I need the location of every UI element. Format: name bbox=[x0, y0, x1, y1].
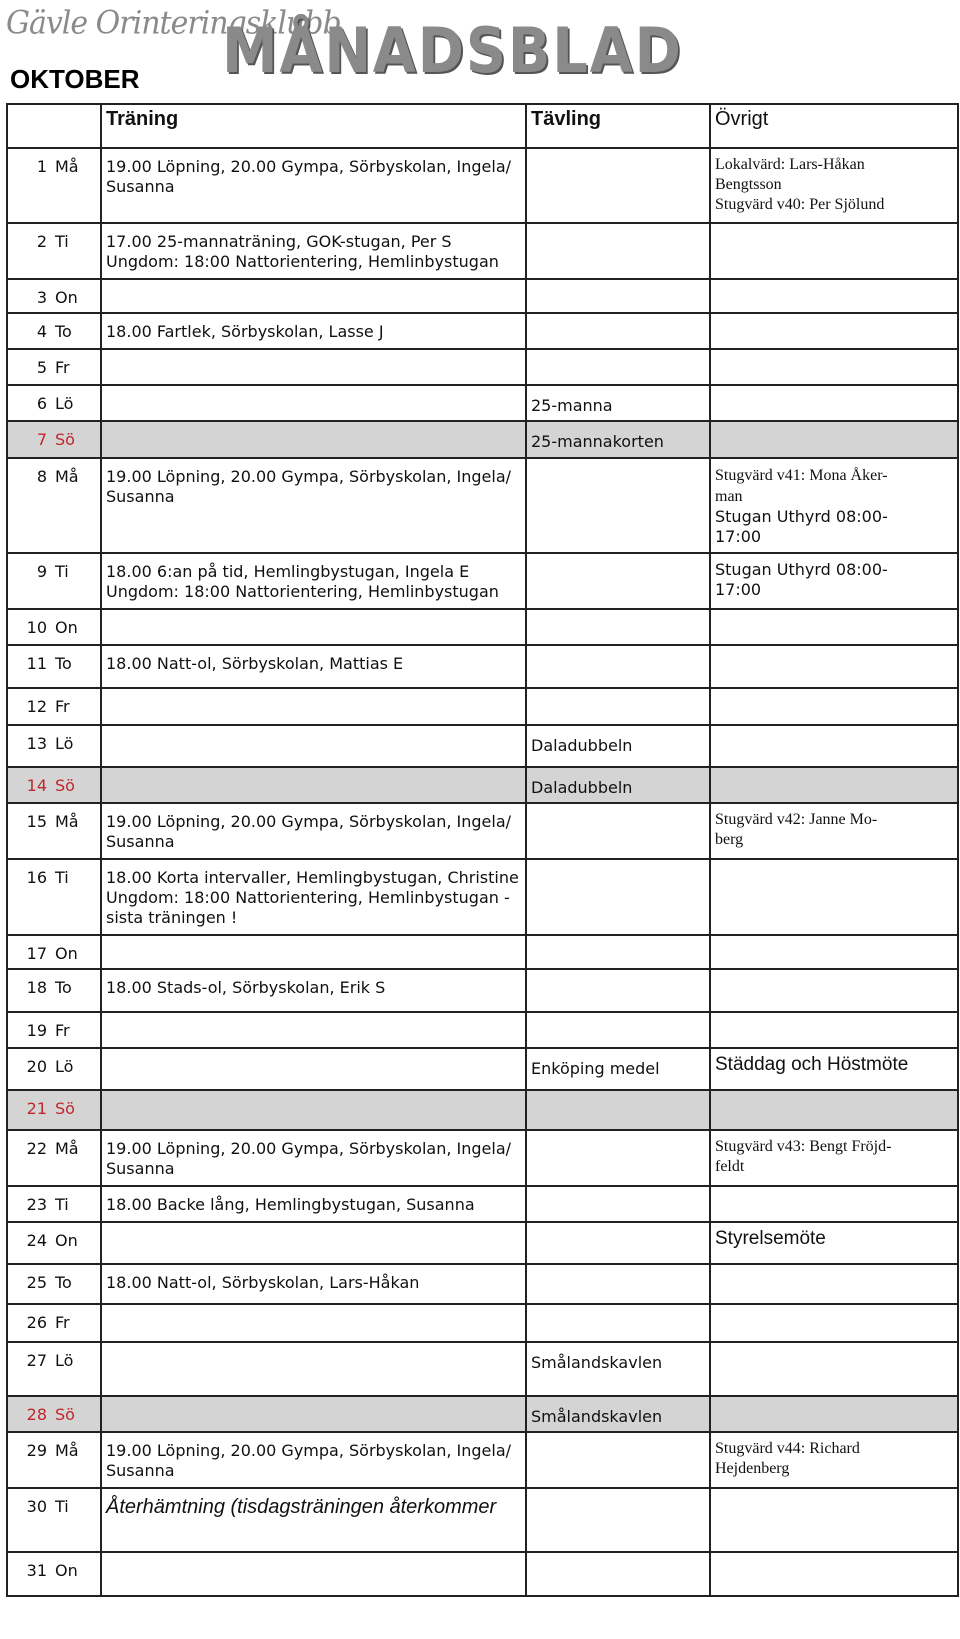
calendar-header-row bbox=[7, 104, 958, 148]
other-cell bbox=[710, 935, 958, 969]
weekday: On bbox=[49, 609, 101, 645]
calendar-row bbox=[7, 1130, 958, 1186]
competition-cell bbox=[526, 349, 710, 385]
weekday: To bbox=[49, 313, 101, 349]
other-cell bbox=[710, 1090, 958, 1130]
calendar-row bbox=[7, 1396, 958, 1432]
day-number: 3 bbox=[7, 279, 49, 313]
calendar-row bbox=[7, 279, 958, 313]
competition-cell: Daladubbeln bbox=[526, 767, 710, 803]
day-number: 7 bbox=[7, 421, 49, 458]
competition-cell bbox=[526, 1488, 710, 1552]
training-cell: 19.00 Löpning, 20.00 Gympa, Sörbyskolan, Ingela/ Susanna bbox=[101, 1432, 526, 1488]
day-number: 23 bbox=[7, 1186, 49, 1222]
other-cell bbox=[710, 313, 958, 349]
other-cell: Stugvärd v42: Janne Mo- berg bbox=[710, 803, 958, 859]
competition-cell bbox=[526, 1432, 710, 1488]
other-cell bbox=[710, 1012, 958, 1048]
day-number: 26 bbox=[7, 1304, 49, 1342]
other-cell: Stugan Uthyrd 08:00- 17:00 bbox=[710, 553, 958, 609]
training-cell bbox=[101, 935, 526, 969]
calendar-row bbox=[7, 935, 958, 969]
competition-cell bbox=[526, 1222, 710, 1264]
day-number: 20 bbox=[7, 1048, 49, 1090]
weekday: Må bbox=[49, 148, 101, 223]
training-cell bbox=[101, 1012, 526, 1048]
day-number: 17 bbox=[7, 935, 49, 969]
competition-cell: 25-mannakorten bbox=[526, 421, 710, 458]
training-cell bbox=[101, 1396, 526, 1432]
training-cell bbox=[101, 421, 526, 458]
day-number: 4 bbox=[7, 313, 49, 349]
calendar-row bbox=[7, 645, 958, 688]
other-cell bbox=[710, 688, 958, 725]
competition-cell bbox=[526, 458, 710, 553]
day-number: 30 bbox=[7, 1488, 49, 1552]
weekday: Fr bbox=[49, 1304, 101, 1342]
other-cell bbox=[710, 1264, 958, 1304]
calendar-row bbox=[7, 1552, 958, 1596]
competition-cell bbox=[526, 1090, 710, 1130]
competition-cell bbox=[526, 313, 710, 349]
calendar-row bbox=[7, 458, 958, 553]
weekday: Sö bbox=[49, 421, 101, 458]
other-cell bbox=[710, 859, 958, 935]
training-cell: 19.00 Löpning, 20.00 Gympa, Sörbyskolan, Ingela/ Susanna bbox=[101, 458, 526, 553]
competition-cell: Smålandskavlen bbox=[526, 1342, 710, 1396]
other-cell bbox=[710, 1488, 958, 1552]
other-cell bbox=[710, 1396, 958, 1432]
calendar-row bbox=[7, 148, 958, 223]
other-cell bbox=[710, 1186, 958, 1222]
calendar-row bbox=[7, 1264, 958, 1304]
calendar-row bbox=[7, 1222, 958, 1264]
calendar-row bbox=[7, 1048, 958, 1090]
calendar-row bbox=[7, 1488, 958, 1552]
competition-cell: Smålandskavlen bbox=[526, 1396, 710, 1432]
weekday: On bbox=[49, 935, 101, 969]
competition-cell: Enköping medel bbox=[526, 1048, 710, 1090]
day-number: 22 bbox=[7, 1130, 49, 1186]
training-cell: 19.00 Löpning, 20.00 Gympa, Sörbyskolan, Ingela/ Susanna bbox=[101, 148, 526, 223]
competition-cell: Daladubbeln bbox=[526, 725, 710, 767]
calendar-row bbox=[7, 223, 958, 279]
competition-cell bbox=[526, 223, 710, 279]
training-cell: Återhämtning (tisdagsträningen återkommer bbox=[101, 1488, 526, 1552]
other-cell-sans-part: Stugan Uthyrd 08:00- 17:00 bbox=[715, 507, 888, 546]
weekday: Sö bbox=[49, 1090, 101, 1130]
training-cell: 18.00 Natt-ol, Sörbyskolan, Lars-Håkan bbox=[101, 1264, 526, 1304]
weekday: Sö bbox=[49, 767, 101, 803]
weekday: Lö bbox=[49, 725, 101, 767]
other-cell: Stugvärd v44: Richard Hejdenberg bbox=[710, 1432, 958, 1488]
calendar-body bbox=[7, 148, 958, 1596]
weekday: To bbox=[49, 1264, 101, 1304]
calendar-row bbox=[7, 767, 958, 803]
calendar-row bbox=[7, 385, 958, 421]
weekday: Ti bbox=[49, 1186, 101, 1222]
day-number: 10 bbox=[7, 609, 49, 645]
other-cell bbox=[710, 385, 958, 421]
competition-cell bbox=[526, 1552, 710, 1596]
day-number: 29 bbox=[7, 1432, 49, 1488]
calendar-table bbox=[6, 103, 959, 1597]
other-cell bbox=[710, 725, 958, 767]
other-cell bbox=[710, 421, 958, 458]
header-competition: Tävling bbox=[526, 104, 710, 148]
month-heading: OKTOBER bbox=[10, 64, 140, 94]
competition-cell bbox=[526, 803, 710, 859]
header-training: Träning bbox=[101, 104, 526, 148]
calendar-row bbox=[7, 1186, 958, 1222]
training-cell: 18.00 Fartlek, Sörbyskolan, Lasse J bbox=[101, 313, 526, 349]
calendar-row bbox=[7, 1090, 958, 1130]
training-cell bbox=[101, 725, 526, 767]
competition-cell bbox=[526, 645, 710, 688]
training-cell: 18.00 Korta intervaller, Hemlingbystugan, Christine Ungdom: 18:00 Nattorientering, Hemlinbystugan - sista träningen ! bbox=[101, 859, 526, 935]
other-cell bbox=[710, 279, 958, 313]
weekday: Må bbox=[49, 1432, 101, 1488]
day-number: 8 bbox=[7, 458, 49, 553]
calendar-row bbox=[7, 421, 958, 458]
day-number: 6 bbox=[7, 385, 49, 421]
calendar-row bbox=[7, 688, 958, 725]
training-cell bbox=[101, 767, 526, 803]
weekday: To bbox=[49, 969, 101, 1012]
calendar-row bbox=[7, 859, 958, 935]
day-number: 28 bbox=[7, 1396, 49, 1432]
training-cell bbox=[101, 349, 526, 385]
other-cell bbox=[710, 969, 958, 1012]
page-title: MÅNADSBLAD bbox=[222, 14, 683, 87]
weekday: Ti bbox=[49, 859, 101, 935]
other-cell bbox=[710, 1342, 958, 1396]
calendar-row bbox=[7, 803, 958, 859]
training-cell: 18.00 Stads-ol, Sörbyskolan, Erik S bbox=[101, 969, 526, 1012]
weekday: Ti bbox=[49, 1488, 101, 1552]
competition-cell bbox=[526, 1186, 710, 1222]
competition-cell bbox=[526, 1264, 710, 1304]
other-cell-serif-part: Stugvärd v41: Mona Åker- man bbox=[715, 467, 888, 505]
competition-cell bbox=[526, 969, 710, 1012]
competition-cell: 25-manna bbox=[526, 385, 710, 421]
day-number: 31 bbox=[7, 1552, 49, 1596]
other-cell bbox=[710, 1304, 958, 1342]
other-cell bbox=[710, 767, 958, 803]
calendar-row bbox=[7, 969, 958, 1012]
weekday: Ti bbox=[49, 223, 101, 279]
calendar-row bbox=[7, 609, 958, 645]
competition-cell bbox=[526, 148, 710, 223]
calendar-row bbox=[7, 349, 958, 385]
competition-cell bbox=[526, 1130, 710, 1186]
day-number: 16 bbox=[7, 859, 49, 935]
weekday: On bbox=[49, 279, 101, 313]
day-number: 11 bbox=[7, 645, 49, 688]
training-cell: 17.00 25-mannaträning, GOK-stugan, Per S Ungdom: 18:00 Nattorientering, Hemlinbystugan bbox=[101, 223, 526, 279]
weekday: Fr bbox=[49, 688, 101, 725]
weekday: Må bbox=[49, 803, 101, 859]
day-number: 1 bbox=[7, 148, 49, 223]
weekday: On bbox=[49, 1552, 101, 1596]
day-number: 15 bbox=[7, 803, 49, 859]
competition-cell bbox=[526, 935, 710, 969]
other-cell bbox=[710, 458, 958, 553]
calendar-row bbox=[7, 1342, 958, 1396]
other-cell: Styrelsemöte bbox=[710, 1222, 958, 1264]
day-number: 27 bbox=[7, 1342, 49, 1396]
day-number: 25 bbox=[7, 1264, 49, 1304]
day-number: 12 bbox=[7, 688, 49, 725]
competition-cell bbox=[526, 1304, 710, 1342]
other-cell: Städdag och Höstmöte bbox=[710, 1048, 958, 1090]
training-cell bbox=[101, 279, 526, 313]
day-number: 5 bbox=[7, 349, 49, 385]
other-cell bbox=[710, 349, 958, 385]
calendar-row bbox=[7, 553, 958, 609]
calendar-row bbox=[7, 1432, 958, 1488]
weekday: Fr bbox=[49, 349, 101, 385]
weekday: Ti bbox=[49, 553, 101, 609]
day-number: 9 bbox=[7, 553, 49, 609]
training-cell bbox=[101, 1552, 526, 1596]
header-day-cell bbox=[7, 104, 101, 148]
training-cell bbox=[101, 609, 526, 645]
calendar-row bbox=[7, 1304, 958, 1342]
calendar-row bbox=[7, 313, 958, 349]
header-other: Övrigt bbox=[710, 104, 958, 148]
competition-cell bbox=[526, 279, 710, 313]
weekday: Må bbox=[49, 458, 101, 553]
training-cell bbox=[101, 385, 526, 421]
training-cell bbox=[101, 1222, 526, 1264]
training-cell: 18.00 6:an på tid, Hemlingbystugan, Ingela E Ungdom: 18:00 Nattorientering, Hemlinbystugan bbox=[101, 553, 526, 609]
weekday: Lö bbox=[49, 1342, 101, 1396]
other-cell: Lokalvärd: Lars-Håkan Bengtsson Stugvärd v40: Per Sjölund bbox=[710, 148, 958, 223]
other-cell bbox=[710, 223, 958, 279]
club-logo-script: Gävle Orinteringsklubb bbox=[6, 5, 341, 42]
competition-cell bbox=[526, 688, 710, 725]
training-cell bbox=[101, 1304, 526, 1342]
weekday: Lö bbox=[49, 1048, 101, 1090]
training-cell bbox=[101, 1090, 526, 1130]
weekday: To bbox=[49, 645, 101, 688]
competition-cell bbox=[526, 609, 710, 645]
competition-cell bbox=[526, 1012, 710, 1048]
calendar-row bbox=[7, 725, 958, 767]
day-number: 18 bbox=[7, 969, 49, 1012]
weekday: Lö bbox=[49, 385, 101, 421]
day-number: 24 bbox=[7, 1222, 49, 1264]
training-cell: 19.00 Löpning, 20.00 Gympa, Sörbyskolan, Ingela/ Susanna bbox=[101, 1130, 526, 1186]
day-number: 2 bbox=[7, 223, 49, 279]
training-cell bbox=[101, 1048, 526, 1090]
training-cell: 18.00 Backe lång, Hemlingbystugan, Susanna bbox=[101, 1186, 526, 1222]
weekday: Fr bbox=[49, 1012, 101, 1048]
day-number: 13 bbox=[7, 725, 49, 767]
calendar-row bbox=[7, 1012, 958, 1048]
other-cell bbox=[710, 1552, 958, 1596]
training-cell bbox=[101, 688, 526, 725]
other-cell bbox=[710, 609, 958, 645]
competition-cell bbox=[526, 859, 710, 935]
training-cell: 19.00 Löpning, 20.00 Gympa, Sörbyskolan, Ingela/ Susanna bbox=[101, 803, 526, 859]
weekday: Må bbox=[49, 1130, 101, 1186]
training-cell: 18.00 Natt-ol, Sörbyskolan, Mattias E bbox=[101, 645, 526, 688]
day-number: 21 bbox=[7, 1090, 49, 1130]
weekday: Sö bbox=[49, 1396, 101, 1432]
training-cell bbox=[101, 1342, 526, 1396]
competition-cell bbox=[526, 553, 710, 609]
other-cell bbox=[710, 645, 958, 688]
day-number: 19 bbox=[7, 1012, 49, 1048]
weekday: On bbox=[49, 1222, 101, 1264]
day-number: 14 bbox=[7, 767, 49, 803]
other-cell: Stugvärd v43: Bengt Fröjd- feldt bbox=[710, 1130, 958, 1186]
